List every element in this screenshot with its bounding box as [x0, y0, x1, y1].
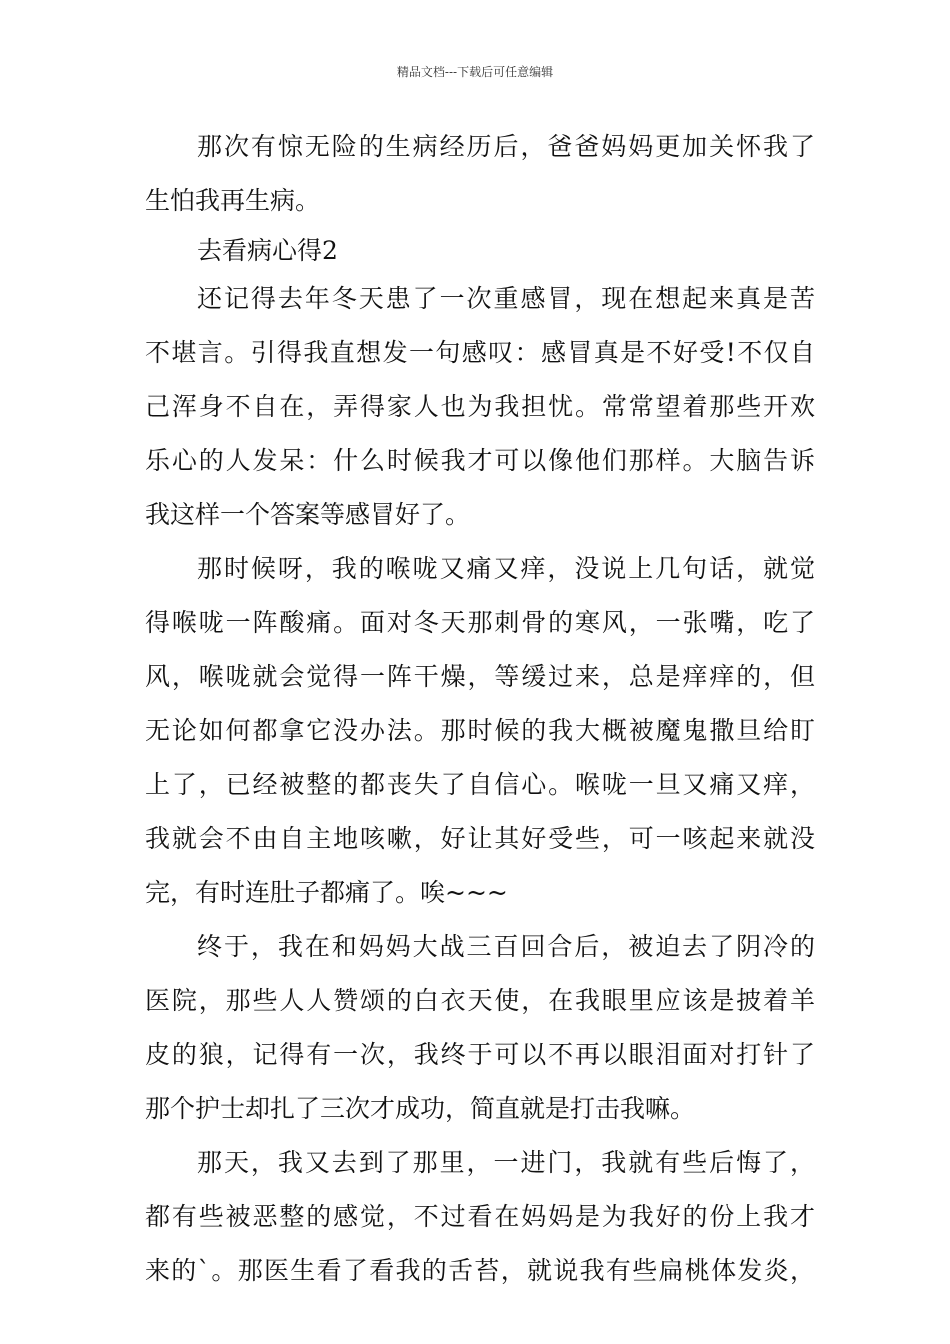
text-line-1: 那次有惊无险的生病经历后，爸爸妈妈更加关怀我了 [197, 132, 815, 161]
text-line-21: 都有些被恶整的感觉，不过看在妈妈是为我好的份上我才 [145, 1202, 815, 1231]
text-line-12: 无论如何都拿它没办法。那时候的我大概被魔鬼撒旦给盯 [145, 716, 815, 745]
text-line-4: 还记得去年冬天患了一次重感冒，现在想起来真是苦 [197, 284, 815, 313]
section-heading: 去看病心得2 [197, 236, 338, 265]
text-line-8: 我这样一个答案等感冒好了。 [145, 500, 471, 529]
text-line-18: 皮的狼，记得有一次，我终于可以不再以眼泪面对打针了 [145, 1040, 815, 1069]
text-line-22: 来的`。那医生看了看我的舌苔，就说我有些扁桃体发炎， [145, 1256, 815, 1285]
text-line-9: 那时候呀，我的喉咙又痛又痒，没说上几句话，就觉 [197, 554, 815, 583]
text-line-13: 上了，已经被整的都丧失了自信心。喉咙一旦又痛又痒， [145, 770, 815, 799]
text-line-10: 得喉咙一阵酸痛。面对冬天那刺骨的寒风，一张嘴，吃了 [145, 608, 815, 637]
text-line-6: 己浑身不自在，弄得家人也为我担忧。常常望着那些开欢 [145, 392, 815, 421]
page-header: 精品文档---下载后可任意编辑 [396, 65, 554, 79]
text-line-11: 风，喉咙就会觉得一阵干燥，等缓过来，总是痒痒的，但 [145, 662, 815, 691]
text-line-15: 完，有时连肚子都痛了。唉~~~ [145, 878, 508, 907]
text-line-20: 那天，我又去到了那里，一进门，我就有些后悔了， [197, 1148, 815, 1177]
text-line-5: 不堪言。引得我直想发一句感叹：感冒真是不好受!不仅自 [145, 338, 815, 367]
text-line-2: 生怕我再生病。 [145, 186, 321, 215]
text-line-7: 乐心的人发呆：什么时候我才可以像他们那样。大脑告诉 [145, 446, 815, 475]
text-line-16: 终于，我在和妈妈大战三百回合后，被迫去了阴冷的 [197, 932, 815, 961]
text-line-14: 我就会不由自主地咳嗽，好让其好受些，可一咳起来就没 [145, 824, 815, 853]
text-line-19: 那个护士却扎了三次才成功，简直就是打击我嘛。 [145, 1094, 696, 1123]
text-line-17: 医院，那些人人赞颂的白衣天使，在我眼里应该是披着羊 [145, 986, 815, 1015]
